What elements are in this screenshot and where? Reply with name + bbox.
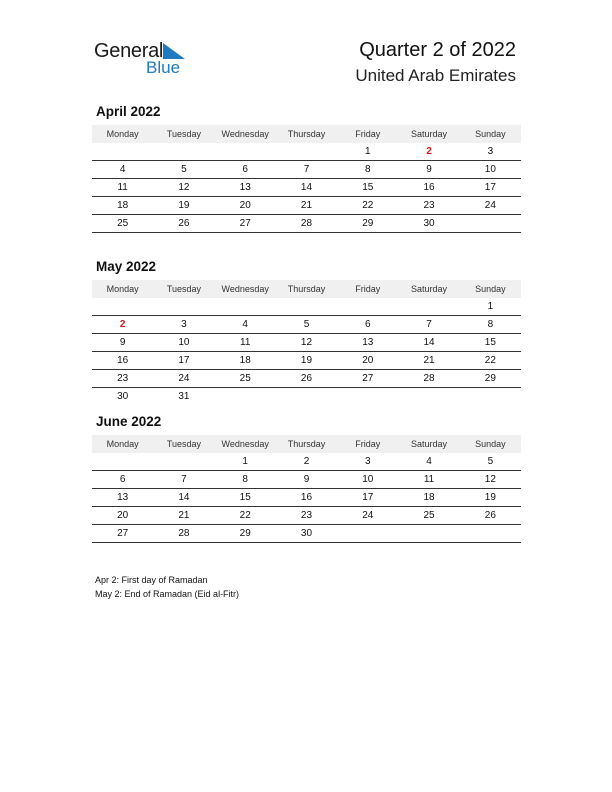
day-cell: 27 xyxy=(337,370,398,388)
day-cell: 11 xyxy=(92,179,153,197)
day-cell: 4 xyxy=(215,316,276,334)
day-cell: 27 xyxy=(92,525,153,543)
week-row xyxy=(92,179,521,197)
day-cell: 20 xyxy=(215,197,276,215)
day-cell: 22 xyxy=(460,352,521,370)
day-cell: 19 xyxy=(153,197,214,215)
day-cell: 28 xyxy=(398,370,459,388)
day-cell: 28 xyxy=(153,525,214,543)
month-title: May 2022 xyxy=(96,259,157,274)
day-cell: 6 xyxy=(92,471,153,489)
weekday-header: Wednesday xyxy=(215,125,276,143)
day-cell: 1 xyxy=(215,453,276,471)
day-cell: 6 xyxy=(215,161,276,179)
holiday-note: Apr 2: First day of Ramadan xyxy=(95,575,208,585)
day-cell: 17 xyxy=(153,352,214,370)
week-row xyxy=(92,453,521,471)
day-cell: 26 xyxy=(276,370,337,388)
week-row xyxy=(92,370,521,388)
calendar-table xyxy=(92,125,521,233)
holiday-notes xyxy=(95,573,239,601)
day-cell: 22 xyxy=(337,197,398,215)
logo-text-general: General xyxy=(94,40,164,62)
day-cell: 14 xyxy=(276,179,337,197)
week-row xyxy=(92,471,521,489)
day-cell: 25 xyxy=(215,370,276,388)
weekday-header: Tuesday xyxy=(153,280,214,298)
day-cell: 22 xyxy=(215,507,276,525)
day-cell: 26 xyxy=(153,215,214,233)
day-cell: 25 xyxy=(92,215,153,233)
week-row xyxy=(92,316,521,334)
weekday-header: Friday xyxy=(337,435,398,453)
day-cell: 15 xyxy=(337,179,398,197)
generalblue-logo xyxy=(94,40,194,80)
day-cell: 15 xyxy=(460,334,521,352)
day-cell: 7 xyxy=(276,161,337,179)
day-cell: 17 xyxy=(460,179,521,197)
day-cell: 13 xyxy=(92,489,153,507)
day-cell: 8 xyxy=(460,316,521,334)
day-cell: 3 xyxy=(460,143,521,161)
empty-day-cell xyxy=(153,143,214,161)
month-may xyxy=(92,258,521,405)
day-cell: 3 xyxy=(153,316,214,334)
weekday-header: Sunday xyxy=(460,125,521,143)
day-cell: 23 xyxy=(398,197,459,215)
day-cell: 11 xyxy=(215,334,276,352)
day-cell: 13 xyxy=(215,179,276,197)
day-cell: 2 xyxy=(398,143,459,161)
week-row xyxy=(92,489,521,507)
weekday-header: Wednesday xyxy=(215,435,276,453)
weekday-header: Friday xyxy=(337,125,398,143)
weekday-header: Thursday xyxy=(276,435,337,453)
day-cell: 4 xyxy=(92,161,153,179)
day-cell: 12 xyxy=(153,179,214,197)
weekday-header: Tuesday xyxy=(153,435,214,453)
day-cell: 1 xyxy=(460,298,521,316)
day-cell: 2 xyxy=(276,453,337,471)
week-row xyxy=(92,197,521,215)
day-cell: 20 xyxy=(92,507,153,525)
calendar-table xyxy=(92,435,521,543)
day-cell: 9 xyxy=(398,161,459,179)
day-cell: 16 xyxy=(398,179,459,197)
day-cell: 12 xyxy=(460,471,521,489)
day-cell: 23 xyxy=(92,370,153,388)
empty-day-cell xyxy=(215,298,276,316)
weekday-header: Thursday xyxy=(276,280,337,298)
day-cell: 19 xyxy=(460,489,521,507)
day-cell: 28 xyxy=(276,215,337,233)
week-row xyxy=(92,525,521,543)
day-cell: 6 xyxy=(337,316,398,334)
day-cell: 24 xyxy=(153,370,214,388)
day-cell: 10 xyxy=(337,471,398,489)
day-cell: 7 xyxy=(398,316,459,334)
empty-day-cell xyxy=(337,298,398,316)
day-cell: 10 xyxy=(153,334,214,352)
empty-day-cell xyxy=(153,298,214,316)
empty-day-cell xyxy=(92,298,153,316)
day-cell: 29 xyxy=(215,525,276,543)
logo-triangle-icon xyxy=(163,43,185,59)
empty-day-cell xyxy=(460,215,521,233)
weekday-header: Tuesday xyxy=(153,125,214,143)
day-cell: 14 xyxy=(398,334,459,352)
day-cell: 24 xyxy=(337,507,398,525)
week-row xyxy=(92,507,521,525)
empty-day-cell xyxy=(276,298,337,316)
day-cell: 5 xyxy=(153,161,214,179)
day-cell: 16 xyxy=(92,352,153,370)
day-cell: 1 xyxy=(337,143,398,161)
week-row xyxy=(92,334,521,352)
empty-day-cell xyxy=(460,525,521,543)
calendar-table xyxy=(92,280,521,405)
month-april xyxy=(92,103,521,233)
page-subtitle: United Arab Emirates xyxy=(355,66,516,85)
day-cell: 27 xyxy=(215,215,276,233)
day-cell: 11 xyxy=(398,471,459,489)
day-cell: 8 xyxy=(215,471,276,489)
week-row xyxy=(92,388,521,406)
day-cell: 17 xyxy=(337,489,398,507)
day-cell: 29 xyxy=(337,215,398,233)
empty-day-cell xyxy=(398,298,459,316)
day-cell: 9 xyxy=(276,471,337,489)
day-cell: 23 xyxy=(276,507,337,525)
weekday-header: Thursday xyxy=(276,125,337,143)
weekday-header: Monday xyxy=(92,125,153,143)
day-cell: 3 xyxy=(337,453,398,471)
week-row xyxy=(92,298,521,316)
weekday-header: Friday xyxy=(337,280,398,298)
day-cell: 18 xyxy=(398,489,459,507)
day-cell: 15 xyxy=(215,489,276,507)
week-row xyxy=(92,161,521,179)
empty-day-cell xyxy=(92,143,153,161)
day-cell: 30 xyxy=(117,391,129,402)
empty-day-cell xyxy=(276,388,337,406)
day-cell: 24 xyxy=(460,197,521,215)
empty-day-cell xyxy=(276,143,337,161)
empty-day-cell xyxy=(215,388,276,406)
empty-day-cell xyxy=(460,388,521,406)
day-cell: 25 xyxy=(398,507,459,525)
day-cell: 20 xyxy=(337,352,398,370)
day-cell: 30 xyxy=(276,525,337,543)
day-cell: 9 xyxy=(92,334,153,352)
day-cell: 18 xyxy=(92,197,153,215)
day-cell: 30 xyxy=(398,215,459,233)
page-title: Quarter 2 of 2022 xyxy=(359,39,516,61)
weekday-header: Wednesday xyxy=(215,280,276,298)
weekday-header: Sunday xyxy=(460,280,521,298)
weekday-header: Monday xyxy=(92,280,153,298)
day-cell: 31 xyxy=(178,391,190,402)
day-cell: 13 xyxy=(337,334,398,352)
day-cell: 29 xyxy=(460,370,521,388)
day-cell: 18 xyxy=(215,352,276,370)
empty-day-cell xyxy=(215,143,276,161)
empty-day-cell xyxy=(337,388,398,406)
weekday-header: Monday xyxy=(92,435,153,453)
day-cell: 8 xyxy=(337,161,398,179)
day-cell: 12 xyxy=(276,334,337,352)
day-cell: 21 xyxy=(276,197,337,215)
empty-day-cell xyxy=(337,525,398,543)
empty-day-cell xyxy=(92,453,153,471)
empty-day-cell xyxy=(398,525,459,543)
day-cell: 19 xyxy=(276,352,337,370)
day-cell: 21 xyxy=(398,352,459,370)
week-row xyxy=(92,143,521,161)
day-cell: 2 xyxy=(92,316,153,334)
month-title: June 2022 xyxy=(96,414,162,429)
week-row xyxy=(92,215,521,233)
weekday-header: Saturday xyxy=(398,125,459,143)
day-cell: 10 xyxy=(460,161,521,179)
day-cell: 21 xyxy=(153,507,214,525)
day-cell: 26 xyxy=(460,507,521,525)
day-cell: 5 xyxy=(460,453,521,471)
month-title: April 2022 xyxy=(96,104,161,119)
month-june xyxy=(92,413,521,543)
day-cell: 7 xyxy=(153,471,214,489)
weekday-header: Sunday xyxy=(460,435,521,453)
logo-text-blue: Blue xyxy=(146,58,181,77)
day-cell: 4 xyxy=(398,453,459,471)
weekday-header: Saturday xyxy=(398,280,459,298)
empty-day-cell xyxy=(398,388,459,406)
day-cell: 14 xyxy=(153,489,214,507)
empty-day-cell xyxy=(153,453,214,471)
holiday-note: May 2: End of Ramadan (Eid al-Fitr) xyxy=(95,589,240,599)
day-cell: 5 xyxy=(276,316,337,334)
week-row xyxy=(92,352,521,370)
weekday-header: Saturday xyxy=(398,435,459,453)
day-cell: 16 xyxy=(276,489,337,507)
